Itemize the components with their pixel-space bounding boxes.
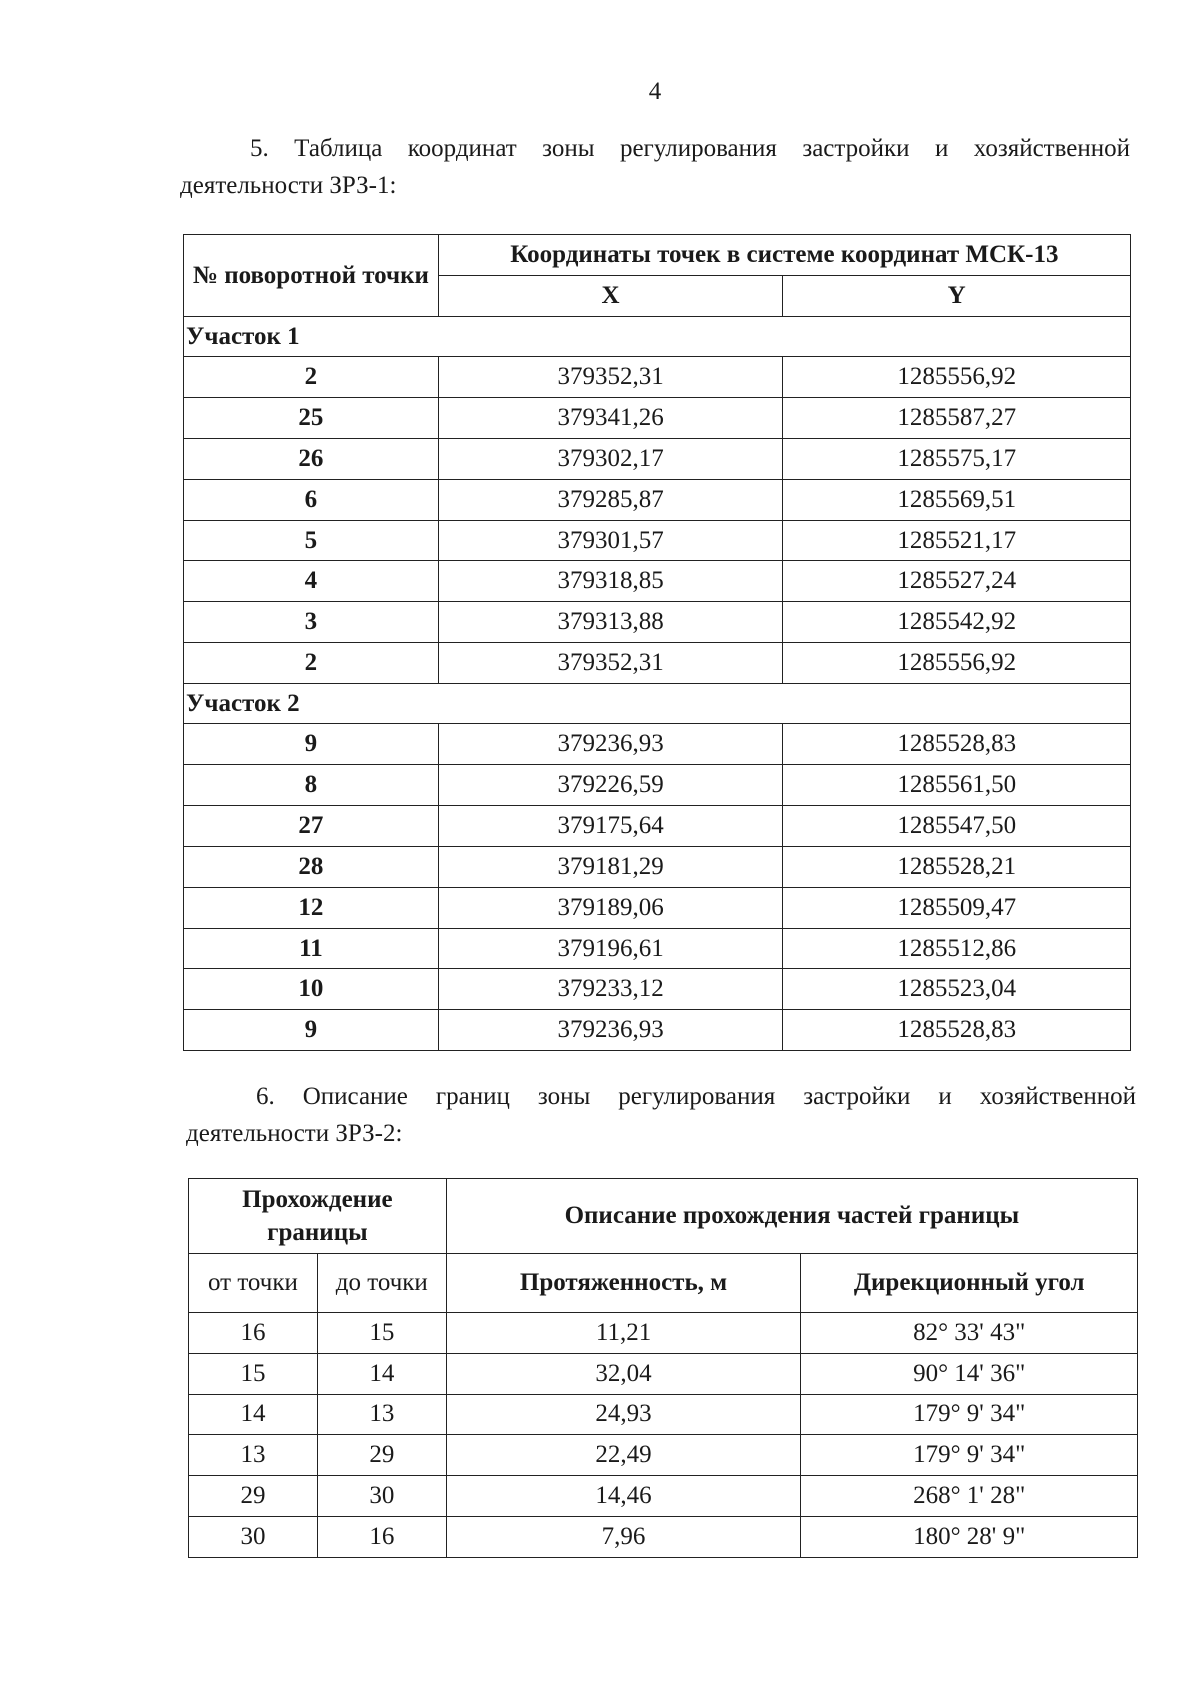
y-coordinate: 1285575,17 (783, 438, 1131, 479)
section-row (184, 317, 1131, 357)
length-value: 32,04 (446, 1353, 801, 1394)
point-number: 2 (184, 357, 439, 398)
y-coordinate: 1285556,92 (783, 357, 1131, 398)
table-row (184, 805, 1131, 846)
header-x: X (438, 276, 783, 317)
to-point: 30 (317, 1476, 446, 1517)
direction-angle: 179° 9' 34" (801, 1394, 1138, 1435)
table-row (184, 969, 1131, 1010)
from-point: 15 (189, 1353, 318, 1394)
page-number: 4 (648, 78, 662, 105)
table-row (184, 846, 1131, 887)
x-coordinate: 379196,61 (438, 928, 783, 969)
table-row (184, 643, 1131, 684)
table-row (189, 1313, 1138, 1354)
section-5-heading-line1: 5. Таблица координат зоны регулирования застройки и хозяйственной (250, 135, 1130, 162)
x-coordinate: 379189,06 (438, 887, 783, 928)
x-coordinate: 379302,17 (438, 438, 783, 479)
table-row (189, 1516, 1138, 1557)
table-row (184, 357, 1131, 398)
section-title: Участок 1 (184, 317, 1131, 357)
point-number: 6 (184, 479, 439, 520)
length-value: 22,49 (446, 1435, 801, 1476)
section-6-heading-line2: деятельности ЗРЗ-2: (186, 1120, 403, 1147)
boundary-table-body (189, 1313, 1138, 1558)
x-coordinate: 379352,31 (438, 643, 783, 684)
direction-angle: 180° 28' 9" (801, 1516, 1138, 1557)
x-coordinate: 379181,29 (438, 846, 783, 887)
length-value: 7,96 (446, 1516, 801, 1557)
from-point: 30 (189, 1516, 318, 1557)
header-point-number: № поворотной точки (184, 235, 439, 317)
point-number: 26 (184, 438, 439, 479)
coordinates-table-body (184, 317, 1131, 1051)
table-row (184, 397, 1131, 438)
header-y: Y (783, 276, 1131, 317)
y-coordinate: 1285527,24 (783, 561, 1131, 602)
table-row (184, 479, 1131, 520)
direction-angle: 179° 9' 34" (801, 1435, 1138, 1476)
direction-angle: 82° 33' 43" (801, 1313, 1138, 1354)
point-number: 8 (184, 765, 439, 806)
direction-angle: 268° 1' 28" (801, 1476, 1138, 1517)
header-length: Протяженность, м (446, 1254, 801, 1313)
x-coordinate: 379285,87 (438, 479, 783, 520)
section-6-heading-line1: 6. Описание границ зоны регулирования застройки и хозяйственной (256, 1083, 1136, 1110)
from-point: 14 (189, 1394, 318, 1435)
point-number: 11 (184, 928, 439, 969)
table-row (184, 928, 1131, 969)
x-coordinate: 379301,57 (438, 520, 783, 561)
point-number: 9 (184, 1010, 439, 1051)
point-number: 3 (184, 602, 439, 643)
x-coordinate: 379175,64 (438, 805, 783, 846)
table-row (189, 1353, 1138, 1394)
y-coordinate: 1285528,21 (783, 846, 1131, 887)
length-value: 24,93 (446, 1394, 801, 1435)
table-row (184, 765, 1131, 806)
header-direction-angle: Дирекционный угол (801, 1254, 1138, 1313)
section-row (184, 684, 1131, 724)
y-coordinate: 1285528,83 (783, 724, 1131, 765)
length-value: 14,46 (446, 1476, 801, 1517)
boundary-description-table (188, 1178, 1138, 1558)
point-number: 4 (184, 561, 439, 602)
y-coordinate: 1285509,47 (783, 887, 1131, 928)
table-row (184, 561, 1131, 602)
y-coordinate: 1285587,27 (783, 397, 1131, 438)
x-coordinate: 379313,88 (438, 602, 783, 643)
x-coordinate: 379341,26 (438, 397, 783, 438)
point-number: 28 (184, 846, 439, 887)
section-6-heading (186, 1078, 1136, 1152)
y-coordinate: 1285547,50 (783, 805, 1131, 846)
x-coordinate: 379352,31 (438, 357, 783, 398)
table-row (189, 1476, 1138, 1517)
x-coordinate: 379318,85 (438, 561, 783, 602)
from-point: 13 (189, 1435, 318, 1476)
table-row (184, 1010, 1131, 1051)
y-coordinate: 1285556,92 (783, 643, 1131, 684)
to-point: 14 (317, 1353, 446, 1394)
header-boundary-passage: Прохождение границы (189, 1179, 447, 1254)
table-row (184, 887, 1131, 928)
to-point: 13 (317, 1394, 446, 1435)
header-to-point: до точки (317, 1254, 446, 1313)
x-coordinate: 379236,93 (438, 1010, 783, 1051)
table-row (184, 724, 1131, 765)
to-point: 29 (317, 1435, 446, 1476)
x-coordinate: 379233,12 (438, 969, 783, 1010)
x-coordinate: 379226,59 (438, 765, 783, 806)
header-from-point: от точки (189, 1254, 318, 1313)
point-number: 27 (184, 805, 439, 846)
y-coordinate: 1285528,83 (783, 1010, 1131, 1051)
direction-angle: 90° 14' 36" (801, 1353, 1138, 1394)
y-coordinate: 1285569,51 (783, 479, 1131, 520)
coordinates-table (183, 234, 1131, 1051)
table-row (189, 1435, 1138, 1476)
point-number: 12 (184, 887, 439, 928)
y-coordinate: 1285523,04 (783, 969, 1131, 1010)
y-coordinate: 1285561,50 (783, 765, 1131, 806)
y-coordinate: 1285521,17 (783, 520, 1131, 561)
section-title: Участок 2 (184, 684, 1131, 724)
y-coordinate: 1285542,92 (783, 602, 1131, 643)
header-coordinates: Координаты точек в системе координат МСК-13 (438, 235, 1130, 276)
point-number: 25 (184, 397, 439, 438)
table-row (189, 1394, 1138, 1435)
from-point: 16 (189, 1313, 318, 1354)
point-number: 9 (184, 724, 439, 765)
table-row (184, 602, 1131, 643)
to-point: 16 (317, 1516, 446, 1557)
to-point: 15 (317, 1313, 446, 1354)
table-row (184, 438, 1131, 479)
point-number: 5 (184, 520, 439, 561)
header-description: Описание прохождения частей границы (446, 1179, 1137, 1254)
y-coordinate: 1285512,86 (783, 928, 1131, 969)
section-5-heading (180, 130, 1130, 204)
point-number: 2 (184, 643, 439, 684)
table-row (184, 520, 1131, 561)
point-number: 10 (184, 969, 439, 1010)
x-coordinate: 379236,93 (438, 724, 783, 765)
length-value: 11,21 (446, 1313, 801, 1354)
from-point: 29 (189, 1476, 318, 1517)
section-5-heading-line2: деятельности ЗРЗ-1: (180, 172, 397, 199)
